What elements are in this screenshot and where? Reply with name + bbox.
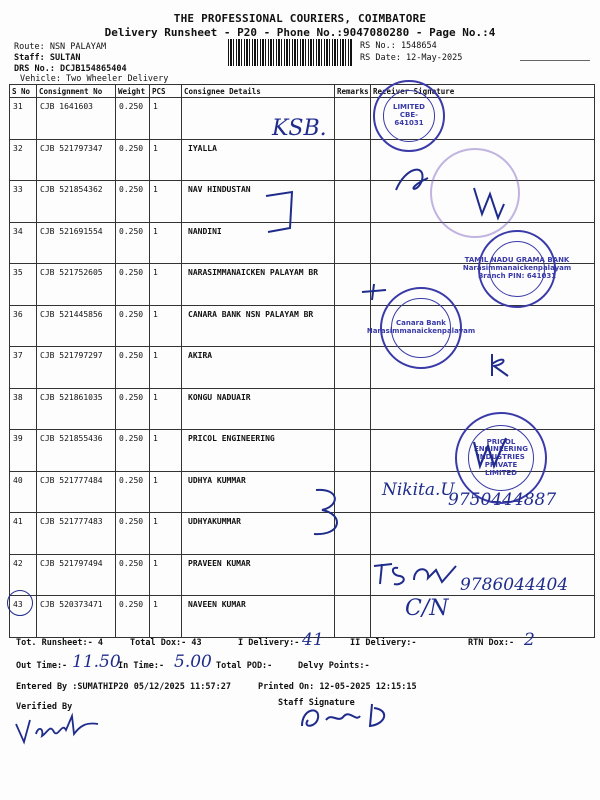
row-consignee: KONGU NADUAIR — [182, 388, 335, 430]
row-weight: 0.250 — [116, 222, 150, 264]
row-weight: 0.250 — [116, 264, 150, 306]
row-pcs: 1 — [150, 98, 182, 140]
row-consignee: PRAVEEN KUMAR — [182, 554, 335, 596]
delvy-points: Delvy Points:- — [298, 661, 370, 671]
out-time-value: 11.50 — [72, 652, 121, 672]
row-consignment-no: CJB 521691554 — [37, 222, 116, 264]
canara-bank-stamp: Canara Bank Narasimmanaickenpalayam — [380, 287, 462, 369]
row-sno: 35 — [10, 264, 37, 306]
row33-scribble — [262, 188, 302, 238]
pricol-stamp: PRICOL ENGINEERING INDUSTRIES PRIVATE LIMITED — [455, 412, 547, 504]
row-weight: 0.250 — [116, 139, 150, 181]
row39-signature — [470, 432, 510, 472]
row-consignee: NAV HINDUSTAN — [182, 181, 335, 223]
rtn-dox: RTN Dox:- — [468, 638, 515, 648]
barcode — [228, 39, 352, 66]
verified-by-label: Verified By — [16, 702, 73, 712]
rs-number: RS No.: 1548654 — [360, 41, 437, 51]
row-consignee: UDHYA KUMMAR — [182, 471, 335, 513]
row-weight: 0.250 — [116, 513, 150, 555]
row-consignment-no: CJB 521797297 — [37, 347, 116, 389]
vehicle-label: Vehicle: Two Wheeler Delivery — [20, 74, 169, 84]
row-remarks — [335, 388, 371, 430]
total-pod: Total POD:- — [216, 661, 273, 671]
row-sno: 41 — [10, 513, 37, 555]
row-pcs: 1 — [150, 554, 182, 596]
row-sno: 31 — [10, 98, 37, 140]
row-consignment-no: CJB 521861035 — [37, 388, 116, 430]
col-sno: S No — [10, 85, 37, 98]
row-weight: 0.250 — [116, 305, 150, 347]
row40-scribble — [310, 484, 350, 544]
table-row — [10, 513, 595, 555]
i-delivery: I Delivery:- — [238, 638, 300, 648]
row42-phone: 9786044404 — [460, 575, 569, 595]
table-row — [10, 305, 595, 347]
col-remarks: Remarks — [335, 85, 371, 98]
row-remarks — [335, 554, 371, 596]
row-pcs: 1 — [150, 513, 182, 555]
row35-mark — [360, 282, 390, 302]
row-remarks — [335, 305, 371, 347]
row-consignment-no: CJB 521855436 — [37, 430, 116, 472]
ii-delivery: II Delivery:- — [350, 638, 417, 648]
drs-number: DRS No.: DCJB154865404 — [14, 64, 127, 74]
row-remarks — [335, 596, 371, 638]
row-pcs: 1 — [150, 388, 182, 430]
staff-signature — [298, 700, 390, 732]
row-weight: 0.250 — [116, 471, 150, 513]
row40-phone: 9750444887 — [448, 490, 557, 510]
row-pcs: 1 — [150, 222, 182, 264]
row-consignee: AKIRA — [182, 347, 335, 389]
company-title: THE PROFESSIONAL COURIERS, COIMBATORE — [173, 12, 427, 25]
row-sno: 40 — [10, 471, 37, 513]
row-consignment-no: CJB 1641603 — [37, 98, 116, 140]
row-consignment-no: CJB 521445856 — [37, 305, 116, 347]
row-consignment-no: CJB 520373471 — [37, 596, 116, 638]
row-sno: 39 — [10, 430, 37, 472]
runsheet-subtitle: Delivery Runsheet - P20 - Phone No.:9047080280 - Page No.:4 — [104, 26, 496, 39]
col-consignment: Consignment No — [37, 85, 116, 98]
row-pcs: 1 — [150, 139, 182, 181]
row-sno: 34 — [10, 222, 37, 264]
row40-receiver-name: Nikita.U — [382, 480, 455, 500]
row43-signature: C/N — [405, 596, 449, 621]
in-time-value: 5.00 — [174, 652, 212, 672]
row37-signature — [486, 350, 516, 380]
row-weight: 0.250 — [116, 347, 150, 389]
row42-signature — [370, 560, 460, 590]
row-pcs: 1 — [150, 305, 182, 347]
route-label: Route: NSN PALAYAM — [14, 42, 107, 52]
row-remarks — [335, 347, 371, 389]
row31-handwriting: KSB. — [272, 116, 327, 141]
row-remarks — [335, 222, 371, 264]
limited-stamp: LIMITED CBE-641031 — [373, 80, 445, 152]
row43-circle-mark — [7, 590, 33, 616]
row-weight: 0.250 — [116, 388, 150, 430]
row-pcs: 1 — [150, 471, 182, 513]
staff-label: Staff: SULTAN — [14, 53, 81, 63]
i-delivery-value: 41 — [302, 630, 324, 650]
row-sno: 38 — [10, 388, 37, 430]
row-pcs: 1 — [150, 347, 182, 389]
row-consignee: PRICOL ENGINEERING — [182, 430, 335, 472]
printed-on: Printed On: 12-05-2025 12:15:15 — [258, 682, 417, 692]
row-consignee: CANARA BANK NSN PALAYAM BR — [182, 305, 335, 347]
row-consignment-no: CJB 521854362 — [37, 181, 116, 223]
row-consignment-no: CJB 521797494 — [37, 554, 116, 596]
row-remarks — [335, 139, 371, 181]
col-weight: Weight — [116, 85, 150, 98]
row-pcs: 1 — [150, 430, 182, 472]
row-weight: 0.250 — [116, 554, 150, 596]
row33-signature — [468, 184, 508, 224]
row-sno: 43 — [10, 596, 37, 638]
tot-runsheet: Tot. Runsheet:- 4 — [16, 638, 103, 648]
col-consignee: Consignee Details — [182, 85, 335, 98]
row-consignee: IYALLA — [182, 139, 335, 181]
total-dox: Total Dox:- 43 — [130, 638, 202, 648]
row-consignee: NARASIMMANAICKEN PALAYAM BR — [182, 264, 335, 306]
row-remarks — [335, 181, 371, 223]
row-consignment-no: CJB 521777484 — [37, 471, 116, 513]
row-consignment-no: CJB 521752605 — [37, 264, 116, 306]
row-receiver-signature — [371, 513, 595, 555]
in-time: In Time:- — [118, 661, 165, 671]
col-receiver-signature: Receiver Signature — [371, 85, 595, 98]
row-sno: 42 — [10, 554, 37, 596]
staff-signature-label: Staff Signature — [278, 698, 355, 708]
row-weight: 0.250 — [116, 596, 150, 638]
row-pcs: 1 — [150, 596, 182, 638]
out-time: Out Time:- — [16, 661, 68, 671]
row-sno: 36 — [10, 305, 37, 347]
row-consignment-no: CJB 521777483 — [37, 513, 116, 555]
row32-signature — [392, 160, 432, 200]
row-weight: 0.250 — [116, 98, 150, 140]
rtn-dox-value: 2 — [524, 630, 535, 650]
row-consignee: UDHYAKUMMAR — [182, 513, 335, 555]
rs-date: RS Date: 12-May-2025 — [360, 53, 463, 63]
row-remarks — [335, 98, 371, 140]
row-pcs: 1 — [150, 264, 182, 306]
grama-bank-stamp: TAMIL NADU GRAMA BANK Narasimmanaickenpalayam Branch PIN: 641031 — [478, 230, 556, 308]
signature-line — [520, 60, 590, 61]
row-sno: 33 — [10, 181, 37, 223]
row-consignee: NAVEEN KUMAR — [182, 596, 335, 638]
row-weight: 0.250 — [116, 181, 150, 223]
col-pcs: PCS — [150, 85, 182, 98]
row-consignment-no: CJB 521797347 — [37, 139, 116, 181]
row-weight: 0.250 — [116, 430, 150, 472]
verified-by-signature — [14, 712, 104, 748]
table-header — [10, 85, 595, 98]
row-sno: 37 — [10, 347, 37, 389]
row-sno: 32 — [10, 139, 37, 181]
row-remarks — [335, 430, 371, 472]
entered-by: Entered By :SUMATHIP20 05/12/2025 11:57:27 — [16, 682, 231, 692]
row-pcs: 1 — [150, 181, 182, 223]
row-consignee: NANDINI — [182, 222, 335, 264]
